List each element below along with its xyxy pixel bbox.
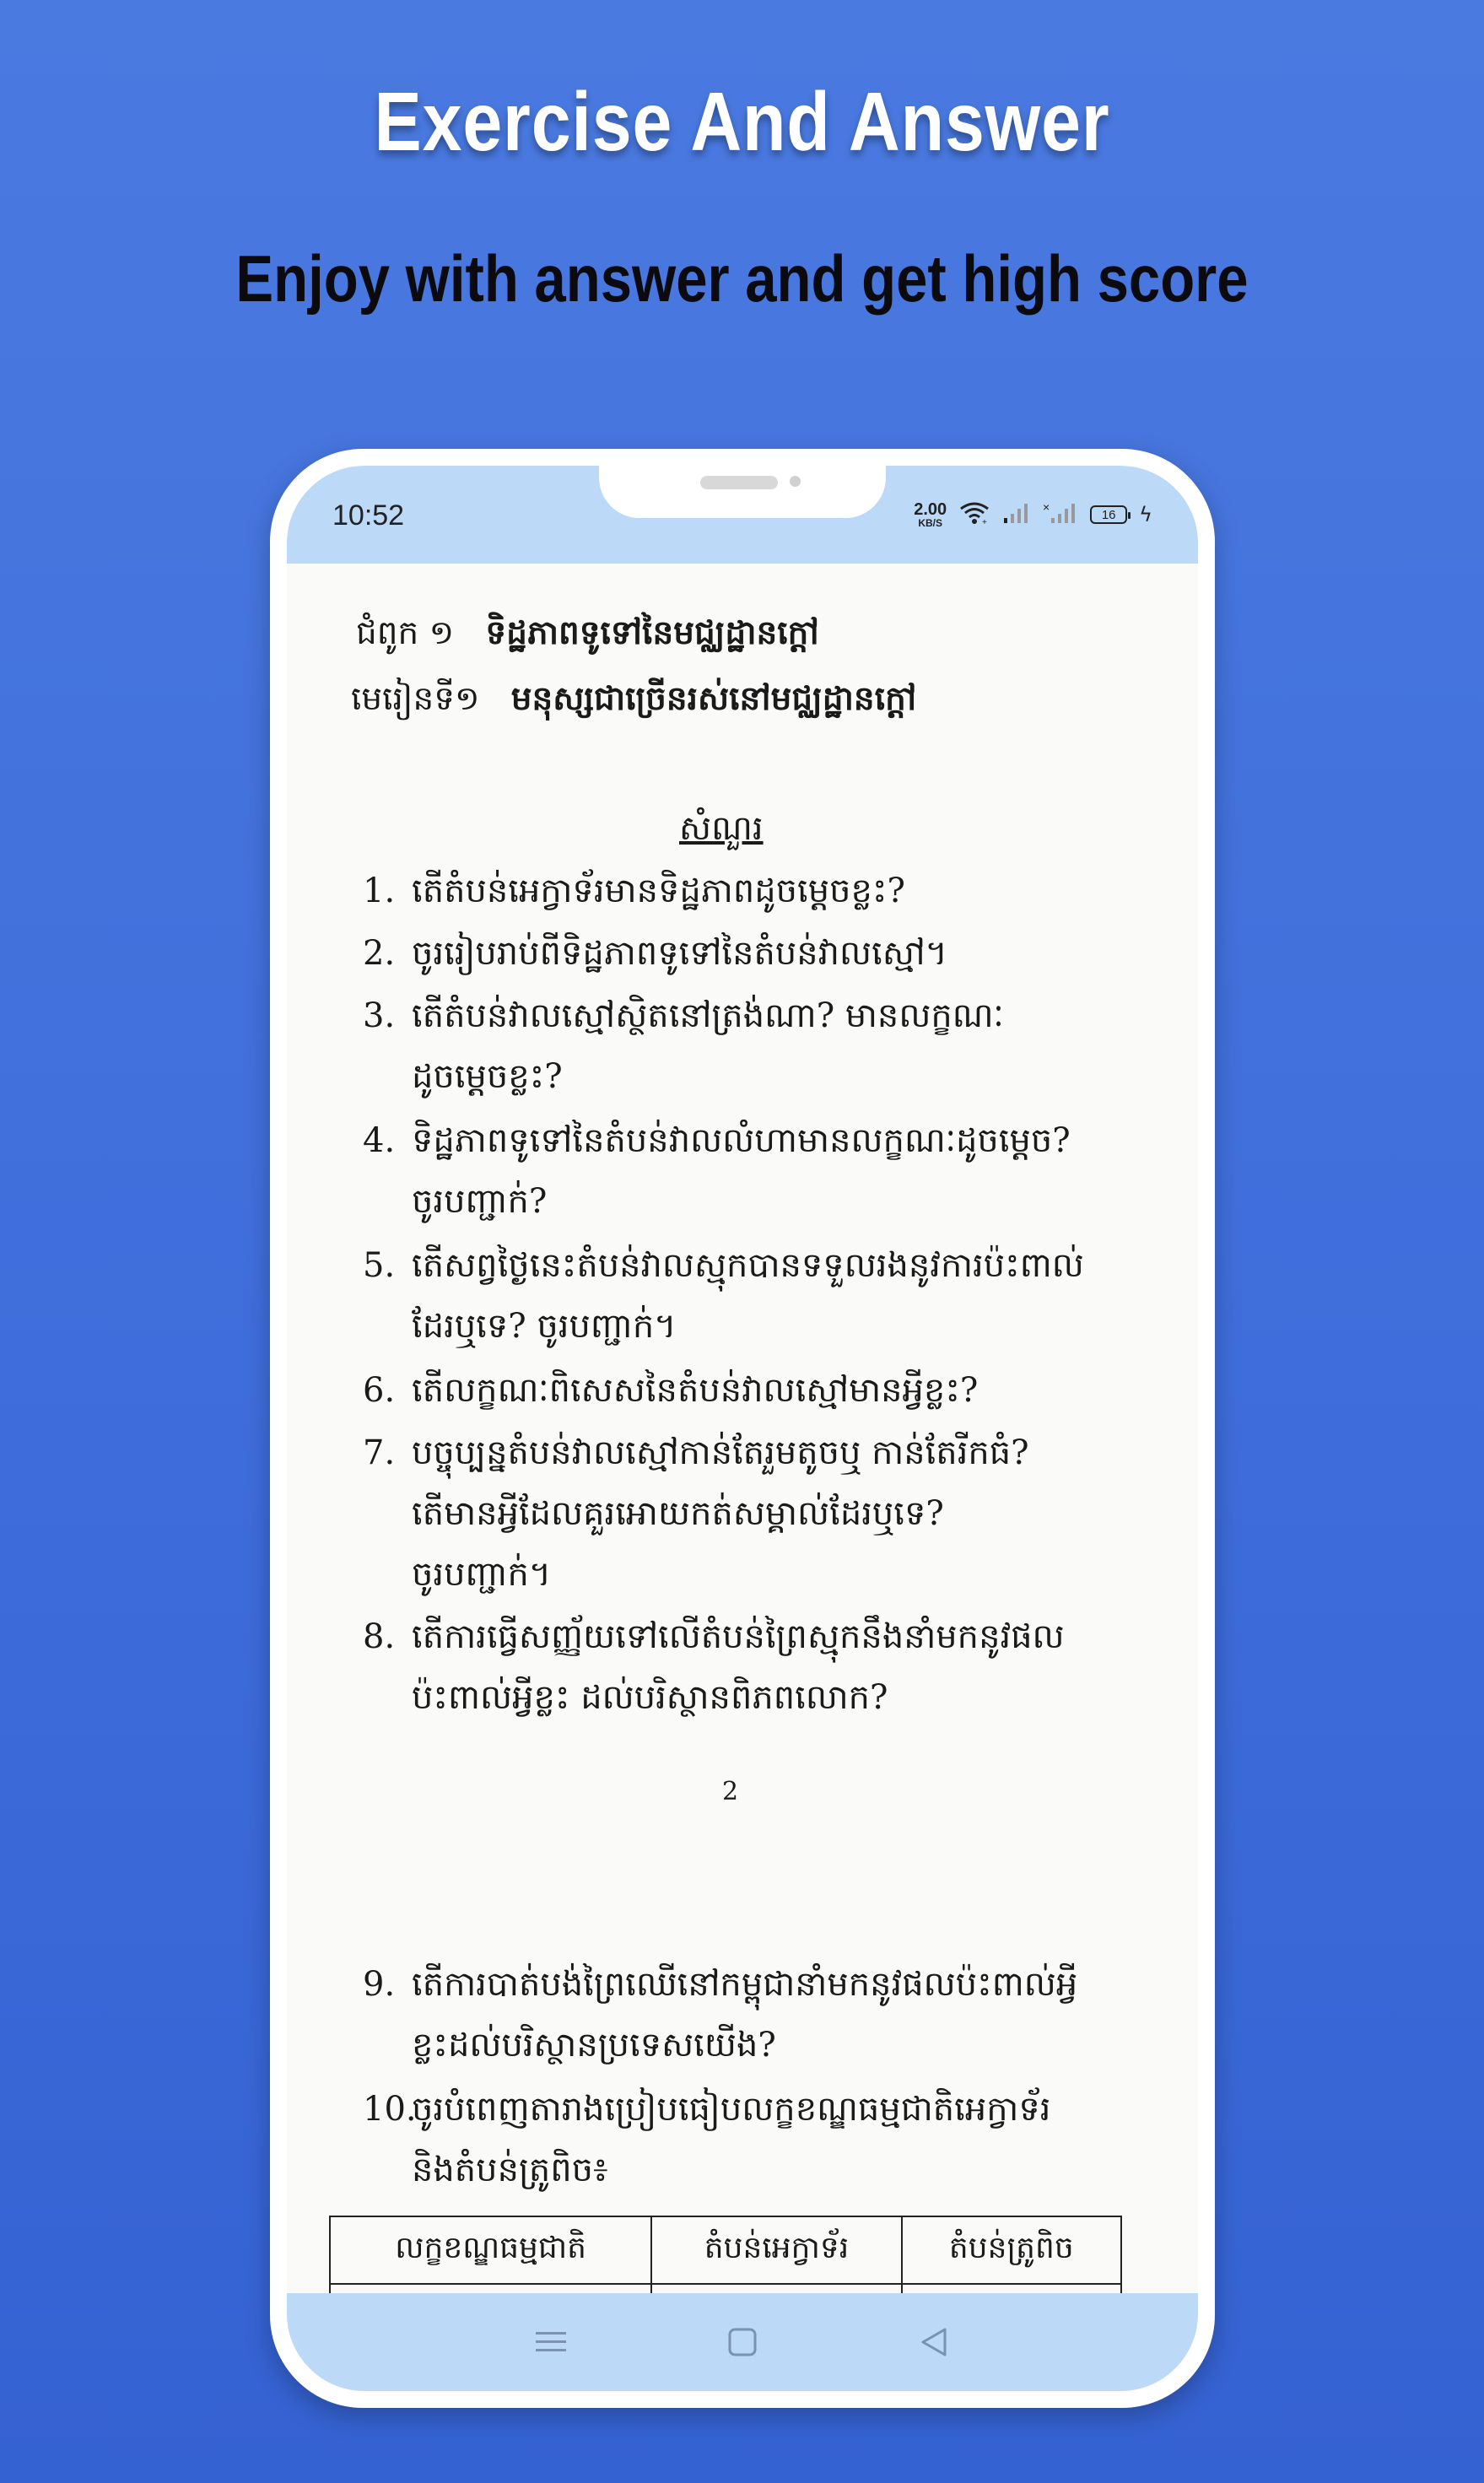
home-icon[interactable] [722, 2322, 763, 2362]
net-speed-value: 2.00 [914, 500, 947, 519]
phone-screen [287, 466, 1198, 2391]
question-10: 10.ចូរបំពេញតារាងប្រៀបធៀបលក្ខខណ្ឌធម្មជាតិអេក្វាទ័រ និងតំបន់ត្រូពិច៖ [363, 2090, 1051, 2189]
lesson-title: មនុស្សជាច្រើនរស់នៅមជ្ឈដ្ឋានក្តៅ [510, 679, 917, 718]
net-speed [914, 501, 947, 528]
table-header-cell: តំបន់ត្រូពិច [902, 2216, 1121, 2284]
headline: Exercise And Answer [374, 75, 1110, 168]
charging-icon: ϟ [1139, 503, 1152, 526]
subline: Enjoy with answer and get high score [235, 241, 1249, 316]
lesson-label: មេរៀនទី១ [351, 680, 480, 718]
question-4: 4. ទិដ្ឋភាពទូទៅនៃតំបន់វាលលំហាមានលក្ខណៈដូចម្តេច? ចូរបញ្ជាក់? [363, 1121, 1071, 1221]
document-page[interactable] [287, 564, 1198, 2293]
phone-frame [270, 449, 1215, 2408]
nav-bar [287, 2293, 1198, 2391]
table-header-cell: តំបន់អេក្វាទ័រ [651, 2216, 901, 2284]
back-icon[interactable] [914, 2322, 954, 2362]
signal-icon-2 [1043, 501, 1078, 528]
comparison-table [329, 2216, 1122, 2293]
table-cell [651, 2284, 901, 2293]
menu-icon[interactable] [531, 2322, 571, 2362]
question-6: 6. តើលក្ខណៈពិសេសនៃតំបន់វាលស្មៅមានអ្វីខ្លះ? [363, 1371, 979, 1410]
notch [599, 466, 886, 518]
battery-icon: 16 [1090, 505, 1127, 524]
net-speed-unit: KB/S [918, 517, 943, 529]
lesson-heading [351, 678, 916, 726]
table-header-cell: លក្ខខណ្ឌធម្មជាតិ [330, 2216, 651, 2284]
question-5: 5. តើសព្វថ្ងៃនេះតំបន់វាលស្មុកបានទទួលរងនូវការប៉ះពាល់ ដែរឬទេ? ចូរបញ្ជាក់។ [363, 1246, 1084, 1346]
question-1: 1. តើតំបន់អេក្វាទ័រមានទិដ្ឋភាពដូចម្តេចខ្លះ? [363, 872, 905, 910]
section-title: សំណួរ [679, 809, 764, 848]
chapter-heading [356, 613, 819, 661]
svg-text:+: + [982, 518, 987, 526]
chapter-title: ទិដ្ឋភាពទូទៅនៃមជ្ឈដ្ឋានក្តៅ [485, 613, 819, 652]
front-camera [790, 476, 801, 487]
table-cell [330, 2284, 651, 2293]
status-time: 10:52 [332, 499, 405, 532]
chapter-label: ជំពូក ១ [356, 614, 455, 652]
table-row [330, 2284, 1121, 2293]
question-3: 3. តើតំបន់វាលស្មៅស្ថិតនៅត្រង់ណា? មានលក្ខណៈ ដូចម្តេចខ្លះ? [363, 996, 1004, 1096]
wifi-icon [958, 500, 990, 529]
page-number: 2 [722, 1777, 739, 1806]
table-cell [902, 2284, 1121, 2293]
table-header-row [330, 2216, 1121, 2284]
question-2: 2. ចូររៀបរាប់ពីទិដ្ឋភាពទូទៅនៃតំបន់វាលស្មៅ។ [363, 934, 947, 973]
question-8: 8. តើការធ្វើសញ្ញ័យទៅលើតំបន់ព្រៃស្មុកនឹងនាំមកនូវផល ប៉ះពាល់អ្វីខ្លះ ដល់បរិស្ថានពិភពលោក? [363, 1617, 1065, 1717]
speaker-grille [700, 476, 778, 489]
status-icons [914, 496, 1152, 533]
question-9: 9. តើការបាត់បង់ព្រៃឈើនៅកម្ពុជានាំមកនូវផលប៉ះពាល់អ្វី ខ្លះដល់បរិស្ថានប្រទេសយើង? [363, 1965, 1078, 2065]
signal-icon [1002, 501, 1031, 528]
svg-text:×: × [1043, 501, 1050, 514]
question-7: 7. បច្ចុប្បន្នតំបន់វាលស្មៅកាន់តែរួមតូចឬ កាន់តែរីកធំ? តើមានអ្វីដែលគួរអោយកត់សម្គាល់ដែរឬទេ? ចូរបញ្ជាក់។ [363, 1433, 1029, 1594]
